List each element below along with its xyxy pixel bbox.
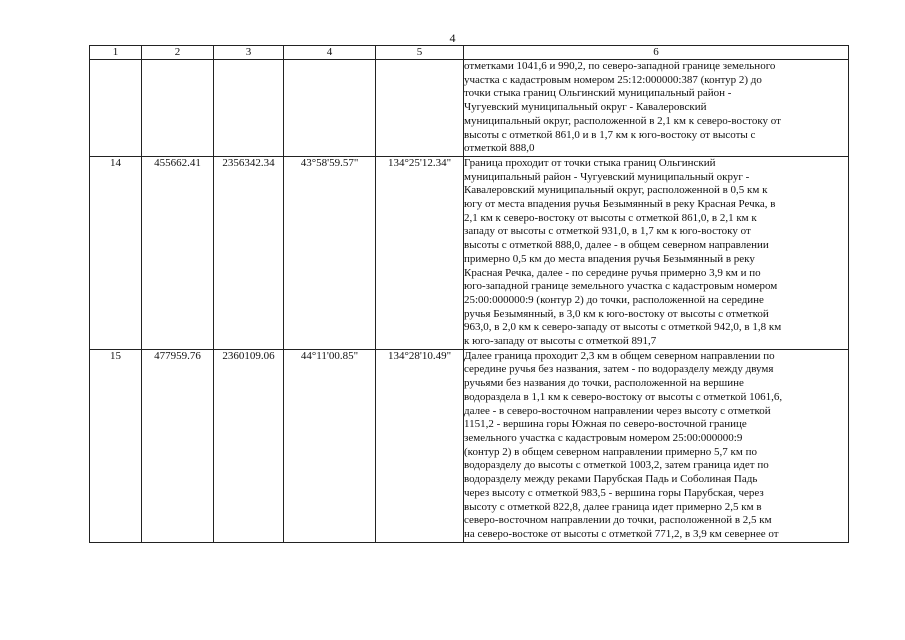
column-header: 3	[214, 46, 284, 60]
text-line: (контур 2) в общем северном направлении примерно 5,7 км по	[464, 445, 757, 458]
text-line: муниципальный округ, расположенной в 2,1 км к северо-востоку от	[464, 114, 781, 127]
table-row	[90, 349, 849, 542]
latitude-cell	[284, 60, 376, 157]
text-line: середине ручья без названия, затем - по водоразделу между двумя	[464, 363, 774, 376]
text-line: примерно 0,5 км до места впадения ручья Безымянный в реку	[464, 252, 755, 265]
x-coordinate-cell	[142, 60, 214, 157]
text-line: водоразделу между реками Парубская Падь и Соболиная Падь	[464, 473, 758, 486]
point-number-cell: 15	[90, 349, 142, 542]
text-line: на северо-востоке от высоты с отметкой 771,2, в 3,9 км севернее от	[464, 527, 779, 540]
text-line: 1151,2 - вершина горы Южная по северо-восточной границе	[464, 418, 747, 431]
table-header-row	[90, 46, 849, 60]
text-line: высоты с отметкой 888,0, далее - в общем северном направлении	[464, 239, 769, 252]
text-line: через высоту с отметкой 983,5 - вершина горы Парубская, через	[464, 486, 764, 499]
text-line: отметками 1041,6 и 990,2, по северо-западной границе земельного	[464, 60, 776, 72]
text-line: югу от места впадения ручья Безымянный в реку Красная Речка, в	[464, 198, 776, 211]
latitude-cell: 44°11'00.85"	[284, 349, 376, 542]
text-line: западу от высоты с отметкой 931,0, в 1,7 км к юго-востоку от	[464, 225, 751, 238]
x-coordinate-cell: 477959.76	[142, 349, 214, 542]
text-line: 2,1 км к северо-востоку от высоты с отметкой 861,0, в 2,1 км к	[464, 211, 757, 224]
description-text	[464, 157, 848, 349]
text-line: Граница проходит от точки стыка границ Ольгинский	[464, 156, 716, 169]
text-line: 963,0, в 2,0 км к северо-западу от высоты с отметкой 942,0, в 1,8 км	[464, 321, 782, 334]
text-line: юго-западной границе земельного участка с кадастровым номером	[464, 280, 778, 293]
text-line: высоты с отметкой 861,0 и в 1,7 км к юго-востоку от высоты с	[464, 128, 756, 141]
text-line: Далее граница проходит 2,3 км в общем северном направлении по	[464, 349, 775, 362]
text-line: высоту с отметкой 822,8, далее граница идет примерно 2,5 км в	[464, 500, 762, 513]
text-line: земельного участка с кадастровым номером 25:00:000000:9	[464, 431, 743, 444]
x-coordinate-cell: 455662.41	[142, 156, 214, 349]
description-cell	[464, 156, 849, 349]
text-line: к юго-западу от высоты с отметкой 891,7	[464, 335, 657, 348]
y-coordinate-cell	[214, 60, 284, 157]
table-row	[90, 60, 849, 157]
latitude-cell: 43°58'59.57"	[284, 156, 376, 349]
text-line: Чугуевский муниципальный округ - Кавалеровский	[464, 101, 707, 114]
longitude-cell	[376, 60, 464, 157]
y-coordinate-cell: 2356342.34	[214, 156, 284, 349]
text-line: Красная Речка, далее - по середине ручья примерно 3,9 км и по	[464, 266, 761, 279]
page-number: 4	[449, 31, 456, 45]
text-line: ручьями без названия до точки, расположенной на вершине	[464, 377, 744, 390]
text-line: северо-восточном направлении до точки, расположенной в 2,5 км	[464, 514, 772, 527]
longitude-cell: 134°25'12.34"	[376, 156, 464, 349]
text-line: водораздела в 1,1 км к северо-востоку от высоты с отметкой 1061,6,	[464, 390, 783, 403]
text-line: отметкой 888,0	[464, 142, 535, 155]
column-header: 5	[376, 46, 464, 60]
text-line: Кавалеровский муниципальный округ, расположенной в 0,5 км к	[464, 184, 768, 197]
column-header: 6	[464, 46, 849, 60]
description-cell	[464, 349, 849, 542]
y-coordinate-cell: 2360109.06	[214, 349, 284, 542]
text-line: точки стыка границ Ольгинский муниципальный район -	[464, 87, 732, 100]
text-line: 25:00:000000:9 (контур 2) до точки, расположенной на середине	[464, 293, 764, 306]
text-line: ручья Безымянный, в 3,0 км к юго-востоку от высоты с отметкой	[464, 307, 769, 320]
text-line: далее - в северо-восточном направлении через высоту с отметкой	[464, 404, 771, 417]
table-row	[90, 156, 849, 349]
boundary-table	[89, 45, 849, 543]
text-line: участка с кадастровым номером 25:12:000000:387 (контур 2) до	[464, 73, 762, 86]
text-line: муниципальный район - Чугуевский муниципальный округ -	[464, 170, 750, 183]
column-header: 4	[284, 46, 376, 60]
longitude-cell: 134°28'10.49"	[376, 349, 464, 542]
description-cell	[464, 60, 849, 157]
point-number-cell: 14	[90, 156, 142, 349]
text-line: водоразделу до высоты с отметкой 1003,2, затем граница идет по	[464, 459, 769, 472]
continuation-text	[464, 60, 848, 156]
column-header: 2	[142, 46, 214, 60]
column-header: 1	[90, 46, 142, 60]
description-text	[464, 350, 848, 542]
point-number-cell	[90, 60, 142, 157]
